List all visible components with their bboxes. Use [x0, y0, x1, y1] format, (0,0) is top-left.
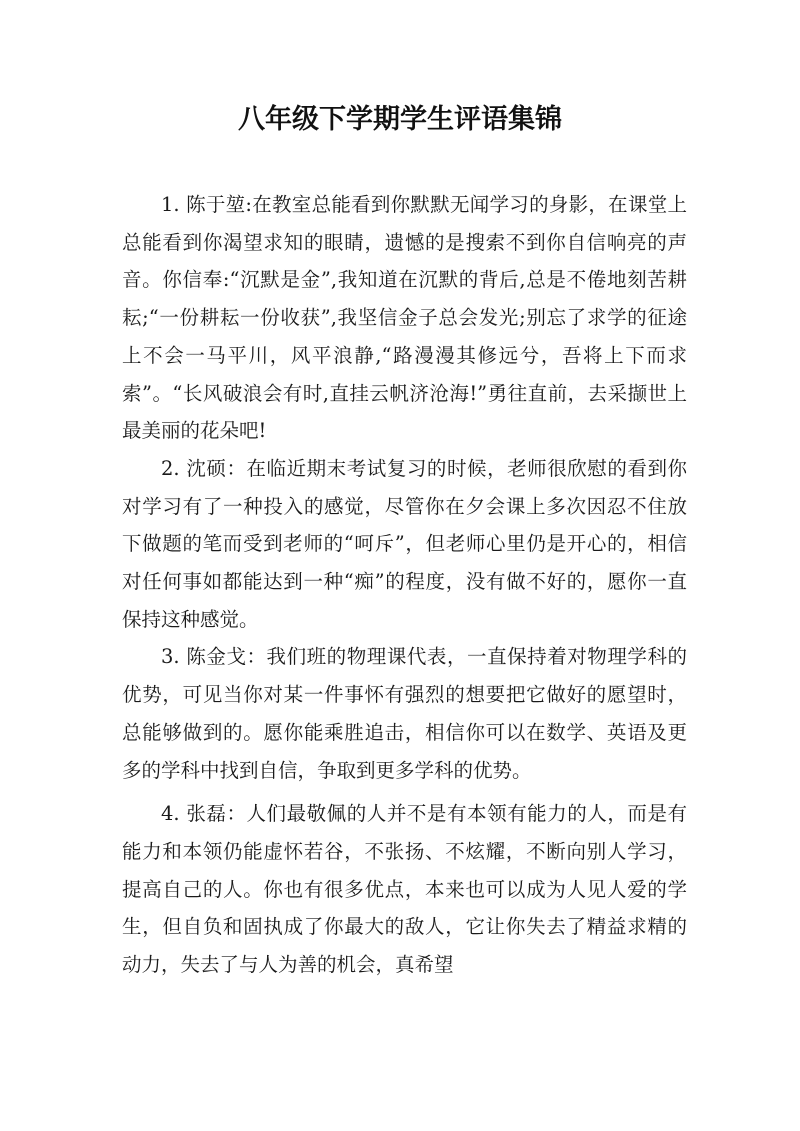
document-title: 八年级下学期学生评语集锦 — [238, 104, 562, 135]
document-body — [122, 186, 687, 984]
comment-paragraph-4: 4. 张磊：人们最敬佩的人并不是有本领有能力的人，而是有能力和本领仍能虚怀若谷，不张扬、不炫耀，不断向别人学习，提高自己的人。你也有很多优点，本来也可以成为人见人爱的学生，但自负和固执成了你最大的敌人，它让你失去了精益求精的动力，失去了与人为善的机会，真希望 — [122, 802, 687, 977]
comment-paragraph-2: 2. 沈硕：在临近期末考试复习的时候，老师很欣慰的看到你对学习有了一种投入的感觉，尽管你在夕会课上多次因忍不住放下做题的笔而受到老师的“呵斥”，但老师心里仍是开心的，相信对任何事如都能达到一种“痴”的程度，没有做不好的，愿你一直保持这种感觉。 — [122, 456, 687, 631]
comment-paragraph-1: 1. 陈于堃:在教室总能看到你默默无闻学习的身影，在课堂上总能看到你渴望求知的眼睛，遗憾的是搜索不到你自信响亮的声音。你信奉:“沉默是金”,我知道在沉默的背后,总是不倦地刻苦耕耘;“一份耕耘一份收获”,我坚信金子总会发光;别忘了求学的征途上不会一马平川，风平浪静,“路漫漫其修远兮，吾将上下而求索”。“长风破浪会有时,直挂云帆济沧海!”勇往直前，去采撷世上最美丽的花朵吧! — [122, 193, 687, 443]
comment-paragraph-3: 3. 陈金戈：我们班的物理课代表，一直保持着对物理学科的优势，可见当你对某一件事怀有强烈的想要把它做好的愿望时，总能够做到的。愿你能乘胜追击，相信你可以在数学、英语及更多的学科中找到自信，争取到更多学科的优势。 — [122, 645, 687, 782]
